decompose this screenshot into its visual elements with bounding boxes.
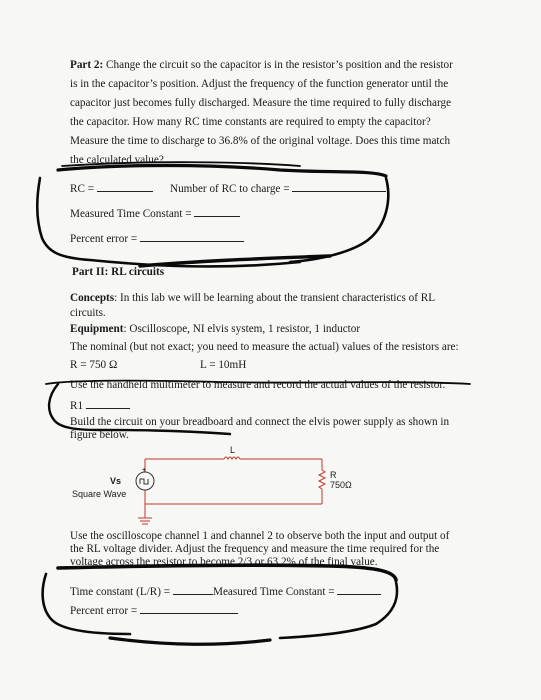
concepts-label: Concepts (70, 292, 115, 304)
marker-stroke-right (290, 178, 388, 262)
rl-heading: Part II: RL circuits (72, 266, 165, 278)
multimeter-line: Use the handheld multimeter to measure and record the actual values of the resistor. (70, 379, 446, 391)
circuit-r-label: R (330, 470, 337, 480)
circuit-l-label: L (230, 445, 236, 455)
equipment-label: Equipment (70, 323, 124, 335)
rl-measured-tc-label: Measured Time Constant = (213, 586, 335, 598)
marker-stroke-multimeter (46, 381, 470, 384)
part2-text: Change the circuit so the capacitor is in the resistor’s position and the resistor is in the capacitor’s position. Adjust the frequency of the function generator until the capacitor just becomes fully discharged. Measure the time required to fully discharge the capacitor. How many RC time constants are required to empty the capacitor? Measure the time to discharge to 36.8% of the original voltage. Does this time match the calculated value? (70, 59, 453, 166)
marker-stroke-left (37, 178, 300, 266)
rl-percent-error-label: Percent error = (70, 605, 138, 617)
part2-heading: Part 2: (70, 59, 104, 71)
concepts-text: : In this lab we will be learning about the transient characteristics of RL circuits. (70, 292, 435, 319)
circuit-vs-label: Vs (110, 476, 122, 486)
percent-error-label: Percent error = (70, 233, 138, 245)
r1-label: R1 (70, 400, 84, 412)
marker-stroke-rl-bottom (110, 638, 270, 644)
marker-stroke-rl-top (58, 565, 396, 580)
plus-sign: + (142, 467, 147, 474)
time-constant-label: Time constant (L/R) = (70, 586, 171, 598)
marker-stroke-rl-left (43, 574, 130, 634)
rc-label: RC = (70, 183, 95, 195)
number-rc-label: Number of RC to charge = (170, 183, 290, 195)
equipment-text: : Oscilloscope, NI elvis system, 1 resistor, 1 inductor (123, 323, 361, 335)
marker-stroke-top (58, 166, 386, 177)
l-value: L = 10mH (200, 359, 247, 371)
measured-tc-label: Measured Time Constant = (70, 208, 192, 220)
build-paragraph: Build the circuit on your breadboard and connect the elvis power supply as shown in figure below. (70, 416, 450, 441)
circuit-square-wave-label: Square Wave (72, 489, 127, 499)
nominal-line: The nominal (but not exact; you need to measure the actual) values of the resistors are: (70, 341, 459, 353)
oscilloscope-paragraph: Use the oscilloscope channel 1 and channel 2 to observe both the input and output of the RL voltage divider. Adjust the frequency and measure the time required for the voltage across the resistor to become 2/3 or 63.2% of the final value. (70, 530, 450, 568)
circuit-r-value: 750Ω (330, 480, 352, 490)
marker-stroke-r1 (49, 384, 230, 434)
r-value: R = 750 Ω (70, 359, 118, 371)
marker-stroke-rl-right (280, 582, 397, 638)
